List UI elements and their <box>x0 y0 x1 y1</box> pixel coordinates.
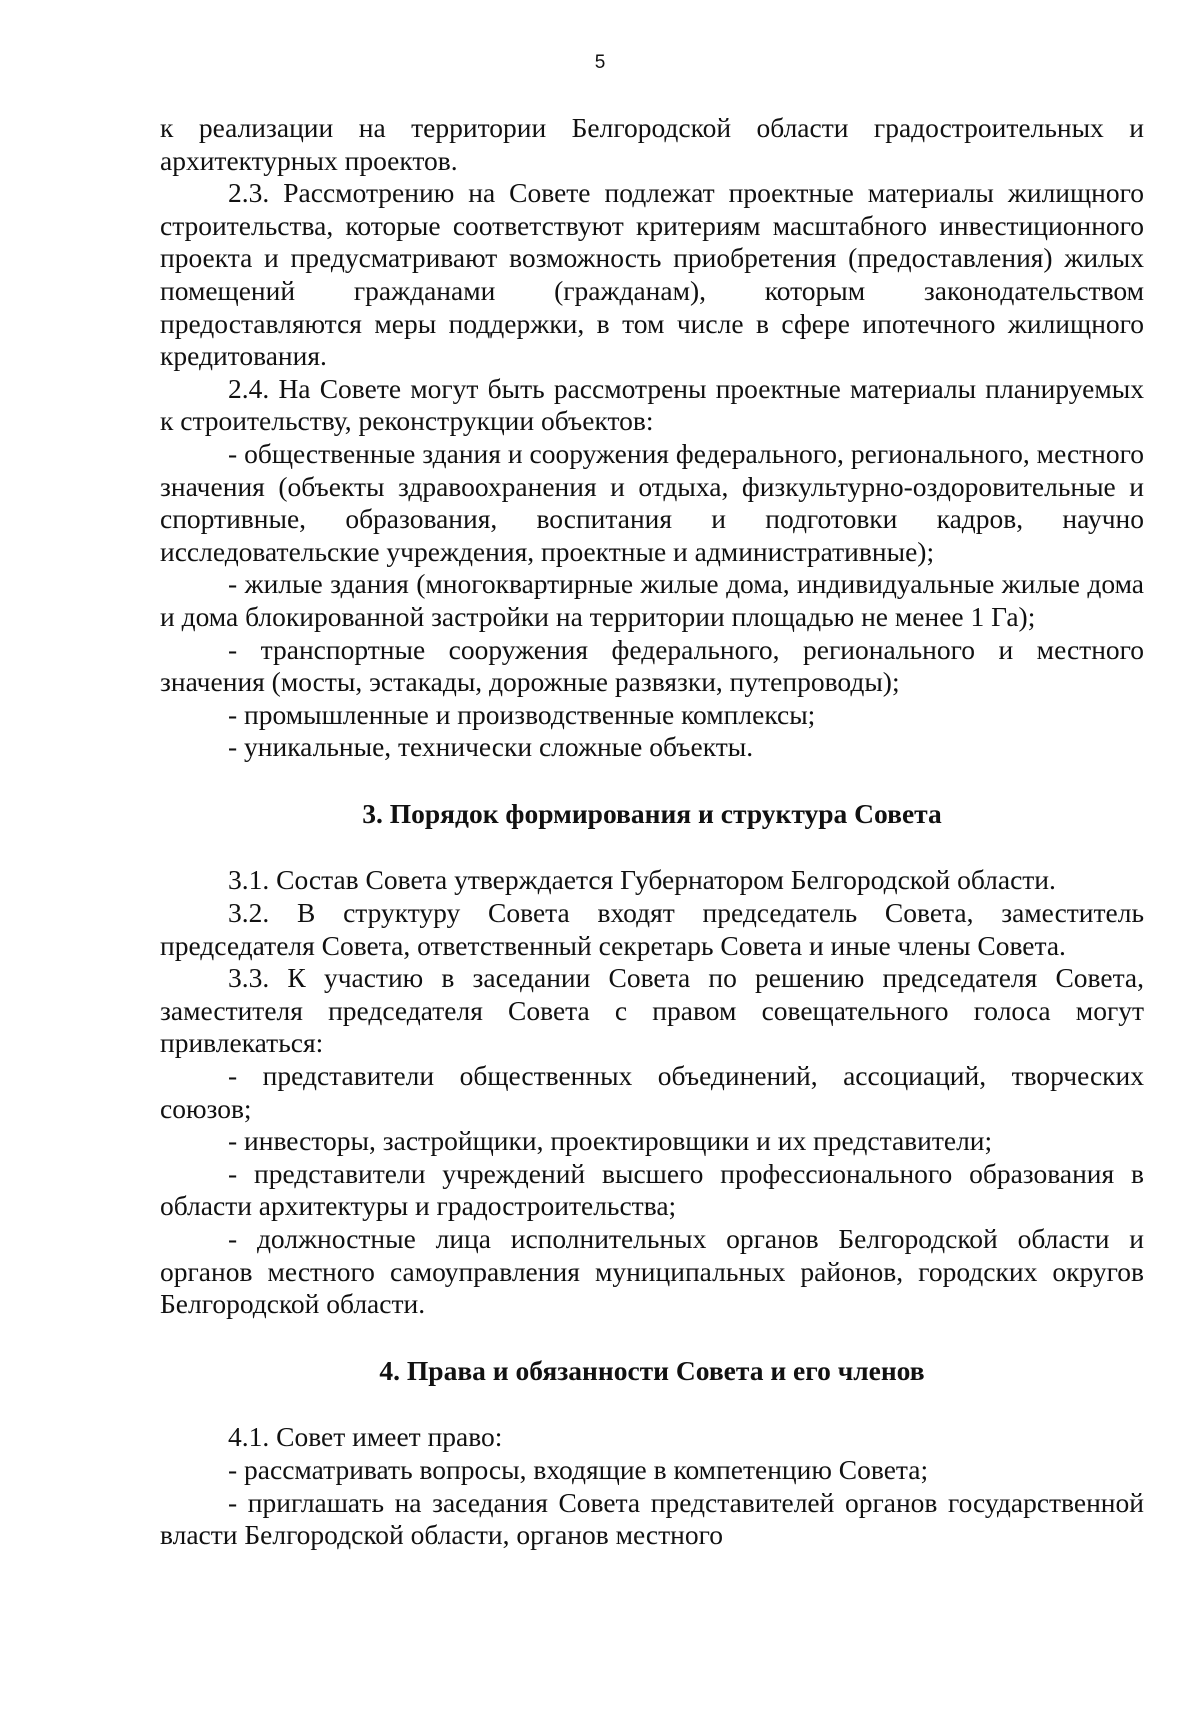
document-body <box>160 112 1144 1552</box>
list-item-officials: - должностные лица исполнительных органов Белгородской области и органов местного самоуправления муниципальных районов, городских округов Белгородской области. <box>160 1223 1144 1320</box>
section-3-heading: 3. Порядок формирования и структура Совета <box>362 797 942 829</box>
list-item-higher-education: - представители учреждений высшего профессионального образования в области архитектуры и градостроительства; <box>160 1157 1144 1222</box>
list-item-unique-objects: - уникальные, технически сложные объекты. <box>228 731 754 763</box>
list-item-residential-buildings: - жилые здания (многоквартирные жилые дома, индивидуальные жилые дома и дома блокированной застройки на территории площадью не менее 1 Га); <box>160 568 1144 632</box>
list-item-consider-questions: - рассматривать вопросы, входящие в компетенцию Совета; <box>228 1453 929 1485</box>
paragraph-3-2: 3.2. В структуру Совета входят председатель Совета, заместитель председателя Совета, ответственный секретарь Совета и иные члены Совета. <box>160 897 1144 961</box>
paragraph-3-3: 3.3. К участию в заседании Совета по решению председателя Совета, заместителя председателя Совета с правом совещательного голоса могут привлекаться: <box>160 962 1144 1059</box>
paragraph-2-3: 2.3. Рассмотрению на Совете подлежат проектные материалы жилищного строительства, которые соответствуют критериям масштабного инвестиционного проекта и предусматривают возможность приобретения (предоставления) жилых помещений гражданами (гражданам), которым законодательством предоставляются меры поддержки, в том числе в сфере ипотечного жилищного кредитования. <box>160 177 1144 372</box>
list-item-transport-structures: - транспортные сооружения федерального, регионального и местного значения (мосты, эстакады, дорожные развязки, путепроводы); <box>160 633 1144 698</box>
paragraph-continuation: к реализации на территории Белгородской области градостроительных и архитектурных проектов. <box>160 112 1144 176</box>
paragraph-3-1: 3.1. Состав Совета утверждается Губернатором Белгородской области. <box>228 864 1056 896</box>
list-item-industrial-complexes: - промышленные и производственные комплексы; <box>228 698 816 730</box>
paragraph-4-1: 4.1. Совет имеет право: <box>228 1421 503 1453</box>
list-item-investors: - инвесторы, застройщики, проектировщики и их представители; <box>228 1125 993 1157</box>
list-item-public-associations: - представители общественных объединений, ассоциаций, творческих союзов; <box>160 1060 1144 1124</box>
page-number: 5 <box>594 52 606 73</box>
list-item-invite-representatives: - приглашать на заседания Совета представителей органов государственной власти Белгородской области, органов местного <box>160 1486 1144 1551</box>
paragraph-2-4: 2.4. На Совете могут быть рассмотрены проектные материалы планируемых к строительству, реконструкции объектов: <box>160 372 1144 437</box>
section-4-heading: 4. Права и обязанности Совета и его членов <box>379 1354 925 1386</box>
list-item-public-buildings: - общественные здания и сооружения федерального, регионального, местного значения (объекты здравоохранения и отдыха, физкультурно-оздоровительные и спортивные, образования, воспитания и подготовки кадров, научно исследовательские учреждения, проектные и административные); <box>160 437 1144 567</box>
